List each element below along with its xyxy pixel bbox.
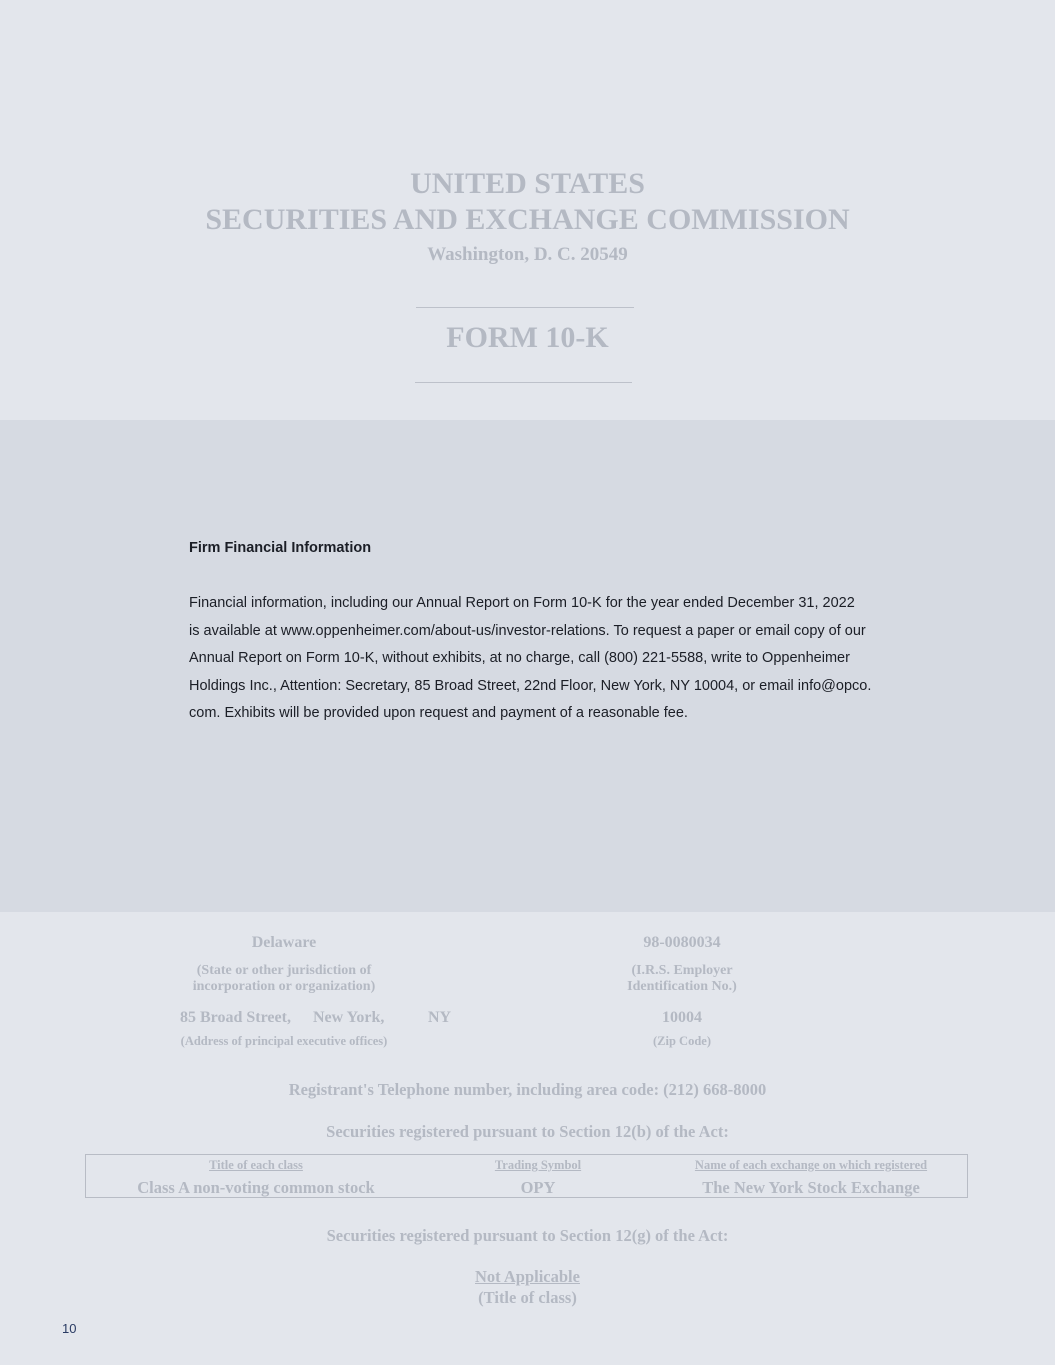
form-title: FORM 10-K <box>446 321 609 354</box>
section-12b-heading: Securities registered pursuant to Section 12(b) of the Act: <box>326 1122 729 1141</box>
state-caption <box>150 963 418 995</box>
panel-line: com. Exhibits will be provided upon request and payment of a reasonable fee. <box>189 705 688 721</box>
irs-caption-line: (I.R.S. Employer <box>631 963 733 978</box>
column-header-title: Title of each class <box>209 1158 303 1172</box>
header-country: UNITED STATES <box>410 167 645 200</box>
registration-table <box>85 1154 968 1198</box>
state-value: Delaware <box>251 934 317 951</box>
section-12g-caption: (Title of class) <box>478 1288 577 1307</box>
header-location: Washington, D. C. 20549 <box>427 244 628 265</box>
zip-value: 10004 <box>662 1009 702 1026</box>
header-agency: SECURITIES AND EXCHANGE COMMISSION <box>205 203 850 236</box>
zip-caption: (Zip Code) <box>653 1034 711 1048</box>
telephone-line: Registrant's Telephone number, including area code: (212) 668-8000 <box>288 1080 767 1099</box>
address-street: 85 Broad Street, <box>180 1009 291 1026</box>
irs-number: 98-0080034 <box>643 934 721 951</box>
panel-line: Financial information, including our Annual Report on Form 10-K for the year ended December 31, 2022 <box>189 595 855 611</box>
panel-line: is available at www.oppenheimer.com/about-us/investor-relations. To request a paper or email copy of our <box>189 622 866 639</box>
state-caption-line: incorporation or organization) <box>192 979 376 994</box>
page-number: 10 <box>62 1321 77 1336</box>
irs-caption-line: Identification No.) <box>627 979 737 994</box>
cell-symbol: OPY <box>520 1178 556 1197</box>
panel-body <box>189 590 929 728</box>
address-caption: (Address of principal executive offices) <box>180 1034 388 1048</box>
address-city: New York, <box>313 1009 385 1026</box>
panel-line: Annual Report on Form 10-K, without exhibits, at no charge, call (800) 221-5588, write to Oppenheimer <box>189 650 850 666</box>
state-caption-line: (State or other jurisdiction of <box>196 963 372 978</box>
panel-heading: Firm Financial Information <box>189 540 372 556</box>
column-header-exchange: Name of each exchange on which registered <box>694 1158 928 1172</box>
divider-bottom <box>415 382 632 383</box>
divider-top <box>416 307 634 308</box>
irs-caption <box>552 963 812 995</box>
section-12g-heading: Securities registered pursuant to Section 12(g) of the Act: <box>326 1226 729 1245</box>
column-header-symbol: Trading Symbol <box>494 1158 582 1172</box>
cell-exchange: The New York Stock Exchange <box>702 1178 920 1197</box>
panel-line: Holdings Inc., Attention: Secretary, 85 Broad Street, 22nd Floor, New York, NY 10004, or email info@opco. <box>189 677 872 694</box>
cell-title: Class A non-voting common stock <box>137 1178 375 1197</box>
address-state: NY <box>428 1009 452 1026</box>
section-12g-value: Not Applicable <box>475 1267 580 1286</box>
